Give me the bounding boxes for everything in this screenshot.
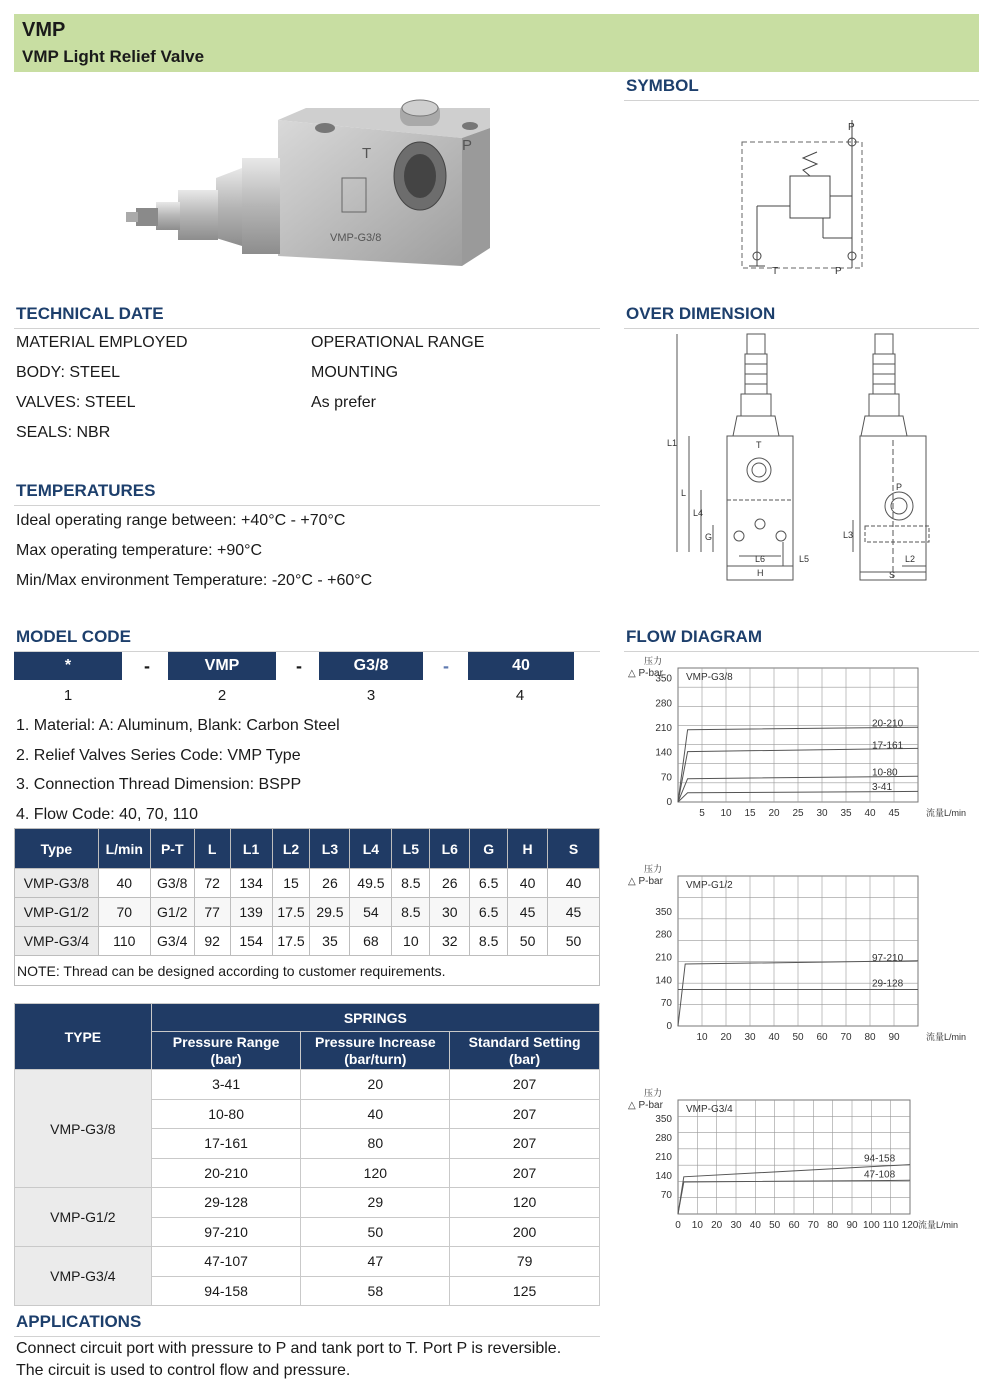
applications-text (16, 1339, 601, 1383)
technical-line: SEALS: NBR (16, 424, 111, 441)
table-cell: 139 (230, 898, 272, 927)
y-tick-label: 350 (655, 1114, 672, 1125)
table-cell: 207 (450, 1070, 600, 1100)
springs-group-header: SPRINGS (151, 1004, 599, 1032)
table-cell: 29-128 (151, 1188, 301, 1218)
image-port-p: P (462, 137, 473, 154)
table-cell: 94-158 (151, 1276, 301, 1306)
dimension-header-cell: S (548, 829, 600, 869)
table-cell: 77 (194, 898, 230, 927)
dim-label-l: L (681, 488, 687, 498)
y-tick-label: 70 (660, 772, 672, 784)
table-cell: 45 (508, 898, 548, 927)
x-tick-label: 80 (827, 1220, 839, 1231)
table-cell: 20-210 (151, 1158, 301, 1188)
table-cell: 29.5 (310, 898, 350, 927)
table-cell: G3/8 (150, 869, 194, 898)
springs-type-cell: VMP-G1/2 (15, 1188, 152, 1247)
springs-col-header-line: (bar) (210, 1050, 242, 1067)
series-label: 47-108 (864, 1169, 896, 1181)
x-tick-label: 10 (696, 1032, 708, 1043)
y-tick-label: 70 (660, 998, 672, 1010)
y-axis-label: △ P-bar (628, 1100, 663, 1111)
technical-line: MOUNTING (311, 364, 399, 381)
x-tick-label: 15 (744, 808, 756, 819)
table-cell: 54 (350, 898, 392, 927)
dimension-header-cell: L4 (350, 829, 392, 869)
image-marking: VMP-G3/8 (330, 232, 382, 244)
y-tick-label: 140 (655, 975, 672, 987)
dimension-header-cell: L3 (310, 829, 350, 869)
dim-label-t: T (756, 440, 762, 450)
dim-label-l5: L5 (799, 554, 810, 564)
table-cell: 207 (450, 1158, 600, 1188)
table-cell: 15 (272, 869, 310, 898)
y-tick-label: 350 (655, 673, 672, 685)
temperatures-title: TEMPERATURES (14, 481, 600, 506)
table-cell: 47 (301, 1247, 450, 1277)
model-code-number: 2 (217, 687, 227, 704)
x-tick-label: 60 (788, 1220, 800, 1231)
y-tick-label: 280 (655, 929, 672, 941)
flow-chart-vmp-g3-4 (624, 1088, 984, 1246)
y-axis-label: 压力 (644, 1088, 663, 1098)
y-tick-label: 0 (666, 1021, 672, 1032)
x-tick-label: 5 (699, 808, 705, 819)
y-tick-label: 140 (655, 747, 672, 759)
table-cell: 17.5 (272, 898, 310, 927)
x-tick-label: 20 (768, 808, 780, 819)
technical-line: MATERIAL EMPLOYED (16, 334, 188, 351)
series-label: 17-161 (872, 740, 904, 752)
springs-type-cell: VMP-G3/8 (15, 1070, 152, 1188)
table-row (15, 927, 600, 956)
dimension-header-cell: L (194, 829, 230, 869)
table-cell: 72 (194, 869, 230, 898)
symbol-label-p-top: P (848, 122, 855, 133)
dim-label-p: P (896, 482, 903, 492)
dimension-table (14, 828, 600, 986)
model-code-number: 4 (515, 687, 525, 704)
x-tick-label: 90 (888, 1032, 900, 1043)
technical-line: As prefer (311, 394, 376, 411)
table-cell: 8.5 (392, 869, 430, 898)
table-cell: 47-107 (151, 1247, 301, 1277)
model-code-dash: - (144, 656, 150, 676)
image-port-t: T (362, 145, 372, 162)
springs-col-header (151, 1032, 301, 1070)
table-cell: 40 (508, 869, 548, 898)
table-cell: 8.5 (470, 927, 508, 956)
dimension-header-cell: P-T (150, 829, 194, 869)
technical-line: VALVES: STEEL (16, 394, 136, 411)
table-cell: 10 (392, 927, 430, 956)
y-tick-label: 140 (655, 1171, 672, 1182)
springs-col-header-line: (bar) (509, 1050, 541, 1067)
model-code-title: MODEL CODE (14, 627, 600, 652)
x-tick-label: 20 (711, 1220, 723, 1231)
model-code-box: VMP (168, 652, 276, 680)
dimension-header-cell: Type (15, 829, 99, 869)
x-tick-label: 35 (840, 808, 852, 819)
table-cell: 58 (301, 1276, 450, 1306)
table-cell: 40 (301, 1099, 450, 1129)
application-line: The circuit is used to control flow and pressure. (16, 1362, 351, 1379)
table-cell: 50 (548, 927, 600, 956)
symbol-label-p-bottom: P (835, 266, 842, 277)
table-cell: 154 (230, 927, 272, 956)
flow-chart-vmp-g1-2 (624, 856, 984, 1046)
x-tick-label: 30 (816, 808, 828, 819)
dimension-header-cell: L1 (230, 829, 272, 869)
x-tick-label: 30 (730, 1220, 742, 1231)
dimension-header-cell: G (470, 829, 508, 869)
table-cell: 50 (301, 1217, 450, 1247)
x-tick-label: 45 (888, 808, 900, 819)
x-tick-label: 120 (901, 1220, 919, 1231)
y-axis-label: 压力 (644, 864, 663, 874)
dimension-drawing (655, 330, 955, 582)
table-row (15, 1188, 600, 1218)
table-cell: 50 (508, 927, 548, 956)
table-cell: 40 (98, 869, 150, 898)
table-cell: 207 (450, 1099, 600, 1129)
technical-right (311, 333, 591, 423)
springs-col-header-line: Pressure Range (172, 1033, 280, 1050)
temperature-line: Ideal operating range between: +40°C - +70°C (16, 512, 346, 529)
springs-col-header-line: Pressure Increase (315, 1033, 436, 1050)
x-tick-label: 40 (749, 1220, 761, 1231)
dimension-note: NOTE: Thread can be designed according to customer requirements. (15, 956, 600, 986)
product-image (120, 98, 500, 270)
dim-label-g: G (705, 532, 713, 542)
dim-label-s: S (889, 570, 896, 580)
technical-line: OPERATIONAL RANGE (311, 334, 485, 351)
dimension-header-cell: L/min (98, 829, 150, 869)
x-tick-label: 10 (720, 808, 732, 819)
series-label: 29-128 (872, 978, 904, 990)
technical-line: BODY: STEEL (16, 364, 121, 381)
table-cell: 80 (301, 1129, 450, 1159)
springs-type-cell: VMP-G3/4 (15, 1247, 152, 1306)
x-tick-label: 40 (864, 808, 876, 819)
table-cell: 35 (310, 927, 350, 956)
table-cell: 120 (301, 1158, 450, 1188)
hydraulic-symbol (735, 116, 875, 284)
y-tick-label: 280 (655, 698, 672, 710)
model-code-number: 1 (63, 687, 73, 704)
table-cell: 40 (548, 869, 600, 898)
flow-diagram-title: FLOW DIAGRAM (624, 627, 979, 652)
table-cell: VMP-G3/8 (15, 869, 99, 898)
x-axis-label: 流量L/min (926, 808, 967, 818)
model-code-note: 3. Connection Thread Dimension: BSPP (16, 776, 302, 793)
x-tick-label: 10 (691, 1220, 703, 1231)
x-axis-label: 流量L/min (926, 1032, 967, 1042)
table-cell: 110 (98, 927, 150, 956)
table-cell: 134 (230, 869, 272, 898)
application-line: Connect circuit port with pressure to P and tank port to T. Port P is reversible. (16, 1340, 562, 1357)
product-code: VMP (22, 19, 66, 41)
y-tick-label: 210 (655, 722, 672, 734)
dim-label-l2: L2 (905, 554, 916, 564)
x-axis-label: 流量L/min (918, 1220, 959, 1230)
x-tick-label: 20 (720, 1032, 732, 1043)
table-cell: 120 (450, 1188, 600, 1218)
table-cell: 125 (450, 1276, 600, 1306)
table-cell: 79 (450, 1247, 600, 1277)
symbol-title: SYMBOL (624, 76, 979, 101)
table-cell: G3/4 (150, 927, 194, 956)
table-row (15, 1070, 600, 1100)
dimension-header-cell: L5 (392, 829, 430, 869)
table-cell: 45 (548, 898, 600, 927)
series-label: 10-80 (872, 767, 898, 779)
y-tick-label: 210 (655, 952, 672, 964)
y-tick-label: 0 (666, 797, 672, 808)
model-code-note: 2. Relief Valves Series Code: VMP Type (16, 746, 301, 764)
flow-chart-vmp-g3-8 (624, 654, 984, 820)
dim-label-l4: L4 (693, 508, 704, 518)
table-cell: 3-41 (151, 1070, 301, 1100)
table-cell: 8.5 (392, 898, 430, 927)
model-code-note: 4. Flow Code: 40, 70, 110 (16, 805, 199, 823)
table-cell: 6.5 (470, 898, 508, 927)
model-code-notes (16, 716, 596, 834)
table-cell: 49.5 (350, 869, 392, 898)
model-code-number: 3 (366, 687, 376, 704)
table-cell: 29 (301, 1188, 450, 1218)
series-label: 20-210 (872, 718, 904, 730)
model-code-box: G3/8 (319, 652, 423, 680)
table-cell: 6.5 (470, 869, 508, 898)
series-label: 94-158 (864, 1153, 896, 1165)
table-cell: 68 (350, 927, 392, 956)
y-axis-label: 压力 (644, 656, 663, 666)
dim-label-l6: L6 (755, 554, 766, 564)
x-tick-label: 30 (744, 1032, 756, 1043)
x-tick-label: 50 (769, 1220, 781, 1231)
applications-title: APPLICATIONS (14, 1312, 600, 1337)
springs-col-header-line: Standard Setting (468, 1033, 581, 1050)
x-tick-label: 100 (862, 1220, 880, 1231)
dimension-header-cell: L6 (430, 829, 470, 869)
table-cell: 30 (430, 898, 470, 927)
springs-col-header-line: (bar/turn) (344, 1050, 407, 1067)
springs-table (14, 1003, 600, 1306)
y-axis-label: △ P-bar (628, 876, 663, 887)
temperature-line: Min/Max environment Temperature: -20°C - +60°C (16, 572, 373, 589)
table-cell: 32 (430, 927, 470, 956)
table-row (15, 869, 600, 898)
model-code-box: * (14, 652, 122, 680)
temperature-line: Max operating temperature: +90°C (16, 542, 263, 559)
dim-label-h: H (757, 568, 764, 578)
table-cell: 200 (450, 1217, 600, 1247)
springs-type-header: TYPE (15, 1004, 152, 1070)
x-tick-label: 70 (807, 1220, 819, 1231)
chart-title: VMP-G3/8 (686, 672, 733, 683)
technical-title: TECHNICAL DATE (14, 304, 600, 329)
dim-label-l1: L1 (667, 438, 678, 448)
table-cell: VMP-G3/4 (15, 927, 99, 956)
series-label: 97-210 (872, 953, 904, 965)
technical-left (16, 333, 296, 453)
x-tick-label: 110 (882, 1220, 899, 1231)
table-cell: 26 (310, 869, 350, 898)
table-cell: 20 (301, 1070, 450, 1100)
y-tick-label: 280 (655, 1133, 672, 1144)
product-name: VMP Light Relief Valve (22, 47, 205, 66)
dimension-header-cell: L2 (272, 829, 310, 869)
chart-title: VMP-G3/4 (686, 1104, 733, 1115)
x-tick-label: 60 (816, 1032, 828, 1043)
table-row (15, 1247, 600, 1277)
page-header (14, 14, 979, 72)
table-row (15, 898, 600, 927)
model-code-note: 1. Material: A: Aluminum, Blank: Carbon Steel (16, 717, 340, 734)
x-tick-label: 25 (792, 808, 804, 819)
y-tick-label: 70 (660, 1190, 672, 1201)
table-cell: 17-161 (151, 1129, 301, 1159)
x-tick-label: 80 (864, 1032, 876, 1043)
x-tick-label: 0 (675, 1220, 681, 1231)
springs-col-header (301, 1032, 450, 1070)
y-tick-label: 210 (655, 1152, 672, 1163)
table-cell: 70 (98, 898, 150, 927)
series-label: 3-41 (872, 781, 893, 793)
dimension-header-cell: H (508, 829, 548, 869)
table-cell: 10-80 (151, 1099, 301, 1129)
table-cell: 207 (450, 1129, 600, 1159)
table-cell: 92 (194, 927, 230, 956)
table-cell: VMP-G1/2 (15, 898, 99, 927)
springs-col-header (450, 1032, 600, 1070)
x-tick-label: 90 (846, 1220, 858, 1231)
model-code-dash: - (443, 656, 449, 676)
over-dimension-title: OVER DIMENSION (624, 304, 979, 329)
dim-label-l3: L3 (843, 530, 854, 540)
y-tick-label: 350 (655, 906, 672, 918)
symbol-label-t: T (772, 266, 779, 277)
chart-title: VMP-G1/2 (686, 880, 733, 891)
y-axis-label: △ P-bar (628, 668, 663, 679)
model-code-box: 40 (468, 652, 574, 680)
x-tick-label: 40 (768, 1032, 780, 1043)
table-cell: 17.5 (272, 927, 310, 956)
table-cell: G1/2 (150, 898, 194, 927)
x-tick-label: 70 (840, 1032, 852, 1043)
x-tick-label: 50 (792, 1032, 804, 1043)
table-cell: 97-210 (151, 1217, 301, 1247)
temperatures-list (16, 511, 596, 601)
table-cell: 26 (430, 869, 470, 898)
model-code-dash: - (296, 656, 302, 676)
